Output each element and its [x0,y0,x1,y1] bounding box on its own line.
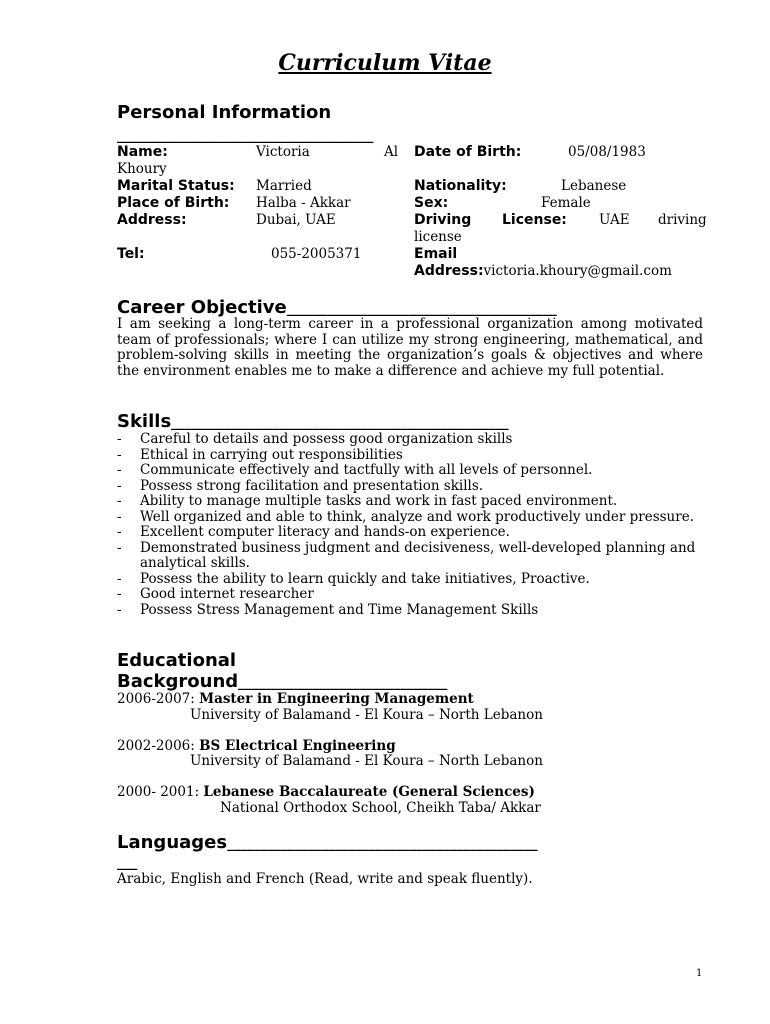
document-title: Curriculum Vitae [278,50,492,76]
education-entry-2 [117,738,396,754]
education-years: 2002-2006: [117,738,200,754]
nationality-label: Nationality: [414,178,507,194]
skill-item: - Well organized and able to think, analyze and work productively under pressure. [117,510,707,526]
education-heading-line1: Educational [117,650,237,671]
name-value-first: Victoria [256,144,310,160]
email-label-word2: Address: [414,263,484,279]
languages-heading [117,832,538,855]
marital-status-label: Marital Status: [117,178,235,194]
career-objective-rule: ________________________________________ [286,301,557,317]
education-title: Background [117,671,239,692]
email-value: victoria.khoury@gmail.com [483,263,672,279]
languages-text: Arabic, English and French (Read, write and speak fluently). [117,871,533,887]
personal-info-heading: Personal Information [117,102,332,123]
skills-rule: __________________________________________________ [171,415,509,431]
skill-item: - Possess Stress Management and Time Management Skills [117,603,707,619]
career-objective-title: Career Objective [117,297,287,318]
name-value-middle: Al [384,144,399,160]
education-entry-1 [117,691,474,707]
education-degree: BS Electrical Engineering [199,738,396,754]
name-value-last: Khoury [117,161,167,177]
education-degree: Master in Engineering Management [199,691,474,707]
dob-value: 05/08/1983 [568,144,646,160]
languages-rule-continued: ___ [117,855,138,871]
education-years: 2006-2007: [117,691,200,707]
sex-label: Sex: [414,195,449,211]
skill-item: - Communicate effectively and tactfully with all levels of personnel. [117,463,707,479]
driving-label-word1: Driving [414,212,472,228]
driving-value-word3: license [414,229,462,245]
marital-status-value: Married [256,178,312,194]
name-label: Name: [117,144,168,160]
languages-title: Languages [117,832,228,853]
career-objective-text: I am seeking a long-term career in a professional organization among motivated team of professionals; where I can utilize my strong engineering, mathematical, and problem-solving skills in meeting the organization’s goals & objectives and where the environment enables me to make a difference and achieve my full potential. [117,316,703,379]
email-label-word1: Email [414,246,458,262]
education-school: National Orthodox School, Cheikh Taba/ Akkar [220,800,541,816]
email-row [414,263,672,279]
skills-list [117,432,707,618]
skill-item: - Demonstrated business judgment and decisiveness, well-developed planning and analytical skills. [117,541,707,572]
page-number: 1 [696,968,703,979]
skill-item: - Careful to details and possess good organization skills [117,432,707,448]
skill-item: - Possess strong facilitation and presentation skills. [117,479,707,495]
sex-value: Female [541,195,591,211]
driving-value-word1: UAE [599,212,630,228]
address-label: Address: [117,212,187,228]
skill-item: - Ability to manage multiple tasks and work in fast paced environment. [117,494,707,510]
education-years: 2000- 2001: [117,784,204,800]
skill-item: - Possess the ability to learn quickly and take initiatives, Proactive. [117,572,707,588]
dob-label: Date of Birth: [414,144,522,160]
tel-label: Tel: [117,246,145,262]
education-degree: Lebanese Baccalaureate (General Sciences) [203,784,535,800]
education-school: University of Balamand - El Koura – North Lebanon [190,753,543,769]
skills-title: Skills [117,411,172,432]
tel-value: 055-2005371 [271,246,362,262]
education-rule: _______________________________ [238,675,448,691]
birthplace-label: Place of Birth: [117,195,230,211]
driving-label-word2: License: [502,212,567,228]
skill-item: - Ethical in carrying out responsibilities [117,448,707,464]
driving-value-word2: driving [658,212,707,228]
address-value: Dubai, UAE [256,212,336,228]
education-entry-3 [117,784,535,800]
education-school: University of Balamand - El Koura – North Lebanon [190,707,543,723]
birthplace-value: Halba - Akkar [256,195,351,211]
languages-rule: ______________________________________________ [227,836,538,852]
personal-info-rule: ______________________________________ [117,128,374,144]
skill-item: - Excellent computer literacy and hands-on experience. [117,525,707,541]
skill-item: - Good internet researcher [117,587,707,603]
nationality-value: Lebanese [561,178,627,194]
